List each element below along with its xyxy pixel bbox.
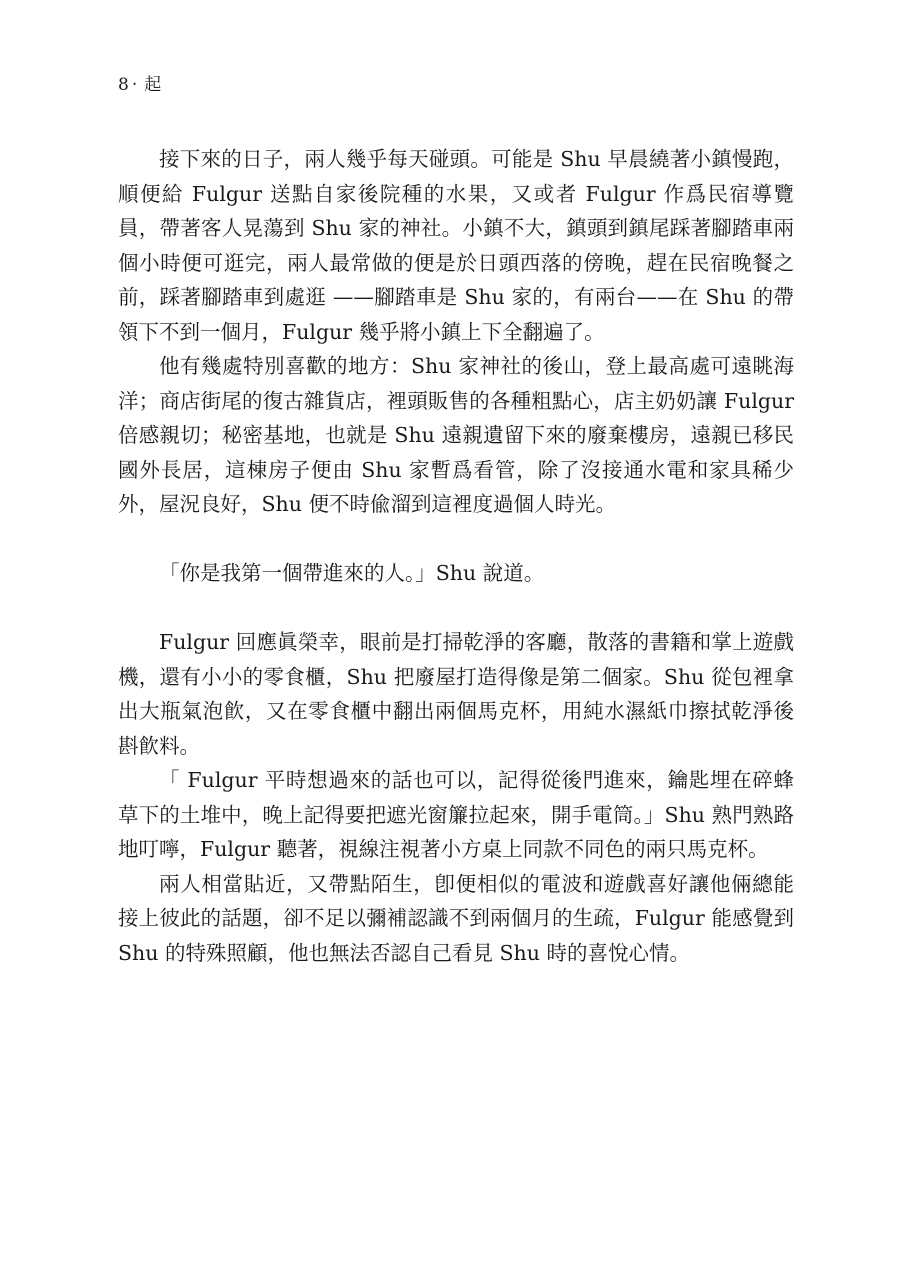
dialogue-paragraph: 「 Fulgur 平時想過來的話也可以，記得從後門進來，鑰匙埋在碎蜂草下的土堆中，晚上記得要把遮光窗簾拉起來，開手電筒。」Shu 熟門熟路地叮嚀，Fulgur 聽著，視線注視著小方桌上同款不同色的兩只馬克杯。 [118, 768, 794, 861]
page-number: 8 [118, 75, 130, 95]
running-header [118, 74, 162, 96]
paragraph: 接下來的日子，兩人幾乎每天碰頭。可能是 Shu 早晨繞著小鎮慢跑，順便給 Fulgur 送點自家後院種的水果，又或者 Fulgur 作爲民宿導覽員，帶著客人晃蕩到 Shu 家的神社。小鎮不大，鎮頭到鎮尾踩著腳踏車兩個小時便可逛完，兩人最常做的便是於日頭西落的傍晚，趕在民宿晚餐之前，踩著腳踏車到處逛 ——腳踏車是 Shu 家的，有兩台——在 Shu 的帶領下不到一個月，Fulgur 幾乎將小鎮上下全翻遍了。 [118, 147, 794, 344]
body-text [118, 142, 794, 970]
paragraph: 兩人相當貼近，又帶點陌生，卽便相似的電波和遊戲喜好讓他倆總能接上彼此的話題，卻不足以彌補認識不到兩個月的生疏，Fulgur 能感覺到 Shu 的特殊照顧，他也無法否認自己看見 Shu 時的喜悅心情。 [118, 871, 794, 965]
paragraph: 他有幾處特別喜歡的地方：Shu 家神社的後山，登上最高處可遠眺海洋；商店街尾的復古雜貨店，裡頭販售的各種粗點心，店主奶奶讓 Fulgur 倍感親切；秘密基地，也就是 Shu 遠親遺留下來的廢棄樓房，遠親已移民國外長居，這棟房子便由 Shu 家暫爲看管，除了沒接通水電和家具稀少外，屋況良好，Shu 便不時偸溜到這裡度過個人時光。 [118, 354, 794, 516]
header-separator: ‧ [131, 75, 139, 95]
chapter-title: 起 [144, 75, 163, 95]
paragraph: Fulgur 回應眞榮幸，眼前是打掃乾淨的客廳，散落的書籍和掌上遊戲機，還有小小的零食櫃，Shu 把廢屋打造得像是第二個家。Shu 從包裡拿出大瓶氣泡飮，又在零食櫃中翻出兩個馬克杯，用純水濕紙巾擦拭乾淨後斟飮料。 [118, 630, 794, 758]
dialogue-paragraph: 「你是我第一個帶進來的人。」Shu 說道。 [159, 561, 545, 585]
